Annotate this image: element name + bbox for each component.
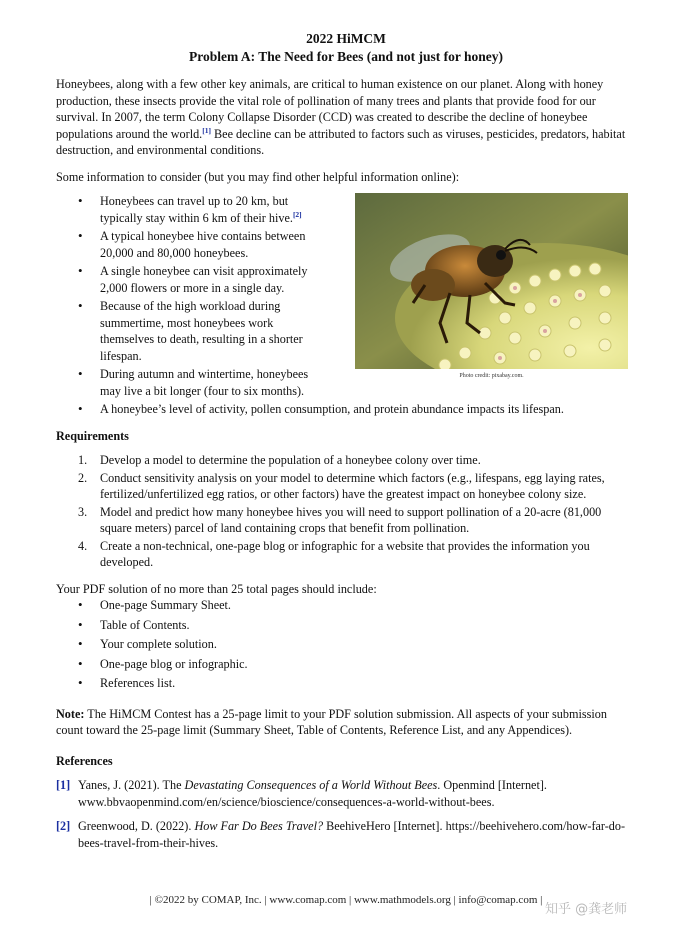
reference-item: [1] Yanes, J. (2021). The Devastating Consequences of a World Without Bees. Openmind [Internet]. www.bbvaopenmind.com/en/science/bioscience/consequences-a-world-without-bees.	[56, 778, 547, 809]
list-item: • A honeybee’s level of activity, pollen consumption, and protein abundance impacts its lifespan.	[56, 401, 636, 418]
list-item: 4. Create a non-technical, one-page blog or infographic for a website that provides the information you developed.	[78, 538, 590, 569]
watermark: 知乎 @龚老师	[545, 902, 628, 917]
document-title: 2022 HiMCM	[306, 31, 386, 46]
list-item: • During autumn and wintertime, honeybees may live a bit longer (four to six months).	[56, 366, 330, 399]
page-footer: | ©2022 by COMAP, Inc. | www.comap.com | www.mathmodels.org | info@comap.com |	[149, 894, 543, 906]
consider-paragraph: Some information to consider (but you may find other helpful information online):	[56, 169, 460, 184]
problem-title: Problem A: The Need for Bees (and not just for honey)	[189, 49, 503, 64]
photo-credit: Photo credit: pixabay.com.	[459, 373, 524, 379]
list-item: 2. Conduct sensitivity analysis on your model to determine which factors (e.g., lifespans, egg laying rates, fertilized/unfertilized egg ratios, or other factors) have the greatest impact on honeybee colony size.	[78, 470, 605, 501]
solution-list	[56, 597, 636, 692]
list-item: • One-page blog or infographic.	[56, 656, 636, 673]
list-item: • Because of the high workload during summertime, most honeybees work themselves to death, resulting in a shorter lifespan.	[56, 298, 330, 364]
ref-link-1[interactable]: [1]	[202, 125, 211, 135]
list-item: • Your complete solution.	[56, 636, 636, 653]
list-item: • A typical honeybee hive contains between 20,000 and 80,000 honeybees.	[56, 228, 330, 261]
reference-item: [2] Greenwood, D. (2022). How Far Do Bees Travel? BeehiveHero [Internet]. https://beehivehero.com/how-far-do-bees-travel-from-their-hives.	[56, 819, 626, 850]
intro-paragraph: Honeybees, along with a few other key animals, are critical to human existence on our planet. Along with honey production, these insects provide the vital role of pollination of many trees and plants that provide food for our survival. In 2007, the term Colony Collapse Disorder (CCD) was created to describe the decline of honeybee populations around the world.[1] Bee decline can be attributed to factors such as viruses, pesticides, predators, habitat destruction, and environmental conditions.	[56, 77, 626, 157]
list-item: • Table of Contents.	[56, 617, 636, 634]
solution-intro: Your PDF solution of no more than 25 total pages should include:	[56, 581, 377, 596]
facts-section	[56, 193, 636, 418]
list-item: 1. Develop a model to determine the population of a honeybee colony over time.	[78, 453, 481, 467]
list-item: • Honeybees can travel up to 20 km, but typically stay within 6 km of their hive.[2]	[56, 193, 330, 226]
note-paragraph: Note: The HiMCM Contest has a 25-page limit to your PDF solution submission. All aspects of your submission count toward the 25-page limit (Summary Sheet, Table of Contents, Reference List, and any Appendices).	[56, 706, 607, 737]
references-heading: References	[56, 753, 113, 768]
requirements-list	[56, 452, 636, 571]
list-item: 3. Model and predict how many honeybee hives you will need to support pollination of a 20-acre (81,000 square meters) parcel of land containing crops that benefit from pollination.	[78, 504, 602, 535]
list-item: • A single honeybee can visit approximately 2,000 flowers or more in a single day.	[56, 263, 330, 296]
bee-on-flower-photo	[355, 193, 628, 369]
list-item: • One-page Summary Sheet.	[56, 597, 636, 614]
requirements-heading: Requirements	[56, 428, 129, 443]
ref-link-2[interactable]: [2]	[292, 209, 302, 219]
list-item: • References list.	[56, 675, 636, 692]
document-page	[56, 30, 636, 859]
